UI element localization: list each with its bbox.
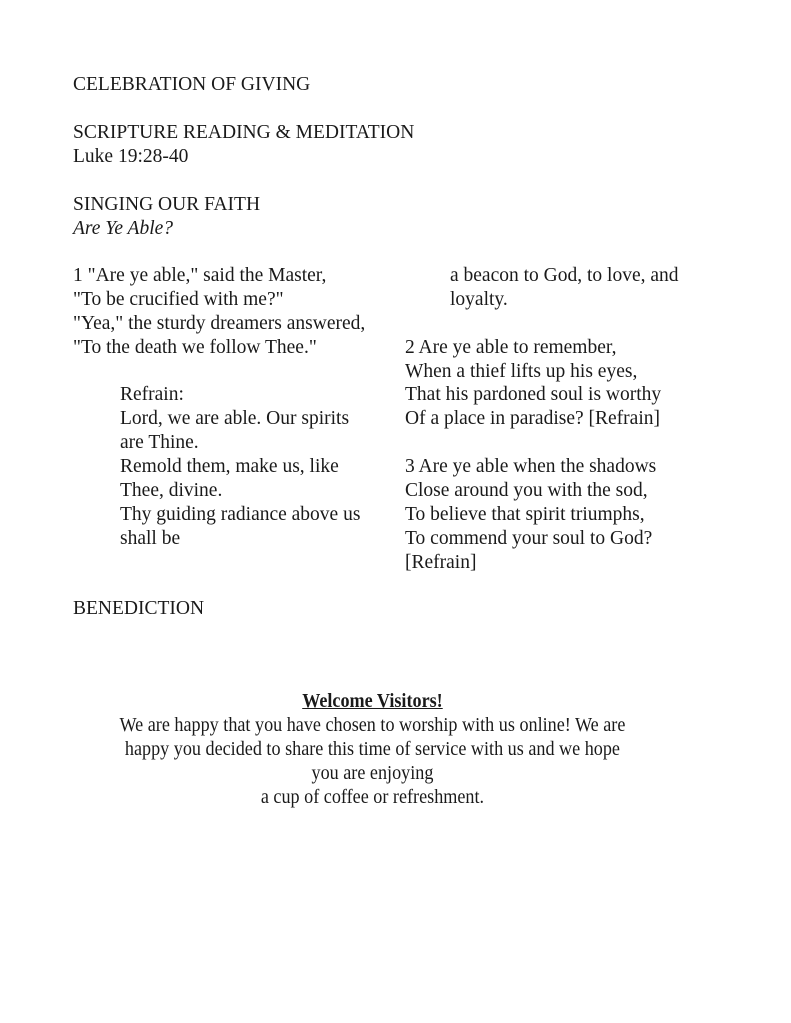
- verse-line: To commend your soul to God?: [405, 528, 653, 549]
- section-heading-benediction: BENEDICTION: [73, 598, 205, 619]
- verse-line: "To the death we follow Thee.": [73, 337, 317, 358]
- section-heading-giving: CELEBRATION OF GIVING: [73, 74, 311, 95]
- refrain-line: Thee, divine.: [120, 480, 223, 501]
- verse-line: Close around you with the sod,: [405, 480, 648, 501]
- refrain-line: loyalty.: [450, 289, 508, 310]
- refrain-label: Refrain:: [120, 384, 184, 405]
- verse-line: 2 Are ye able to remember,: [405, 337, 617, 358]
- welcome-title: Welcome Visitors!: [302, 691, 443, 712]
- verse-line: 3 Are ye able when the shadows: [405, 456, 657, 477]
- verse-line: 1 "Are ye able," said the Master,: [73, 265, 327, 286]
- verse-line: "Yea," the sturdy dreamers answered,: [73, 313, 366, 334]
- section-heading-singing: SINGING OUR FAITH: [73, 194, 261, 215]
- verse-line: Of a place in paradise? [Refrain]: [405, 408, 660, 429]
- verse-line: [Refrain]: [405, 552, 477, 573]
- welcome-visitors-block: [82, 690, 663, 810]
- hymn-title: Are Ye Able?: [73, 218, 174, 239]
- welcome-line: you are enjoying: [311, 763, 434, 784]
- welcome-line: happy you decided to share this time of service with us and we hope: [124, 739, 620, 760]
- refrain-line: Thy guiding radiance above us: [120, 504, 361, 525]
- verse-line: That his pardoned soul is worthy: [405, 384, 662, 405]
- refrain-line: Lord, we are able. Our spirits: [120, 408, 350, 429]
- refrain-line: are Thine.: [120, 432, 199, 453]
- verse-line: To believe that spirit triumphs,: [405, 504, 645, 525]
- refrain-line: Remold them, make us, like: [120, 456, 339, 477]
- section-heading-scripture: SCRIPTURE READING & MEDITATION: [73, 122, 415, 143]
- scripture-reference: Luke 19:28-40: [73, 146, 189, 167]
- verse-line: When a thief lifts up his eyes,: [405, 361, 638, 382]
- refrain-line: a beacon to God, to love, and: [450, 265, 679, 286]
- welcome-line: We are happy that you have chosen to worship with us online! We are: [119, 715, 626, 736]
- refrain-line: shall be: [120, 528, 181, 549]
- welcome-line: a cup of coffee or refreshment.: [260, 787, 485, 808]
- verse-line: "To be crucified with me?": [73, 289, 284, 310]
